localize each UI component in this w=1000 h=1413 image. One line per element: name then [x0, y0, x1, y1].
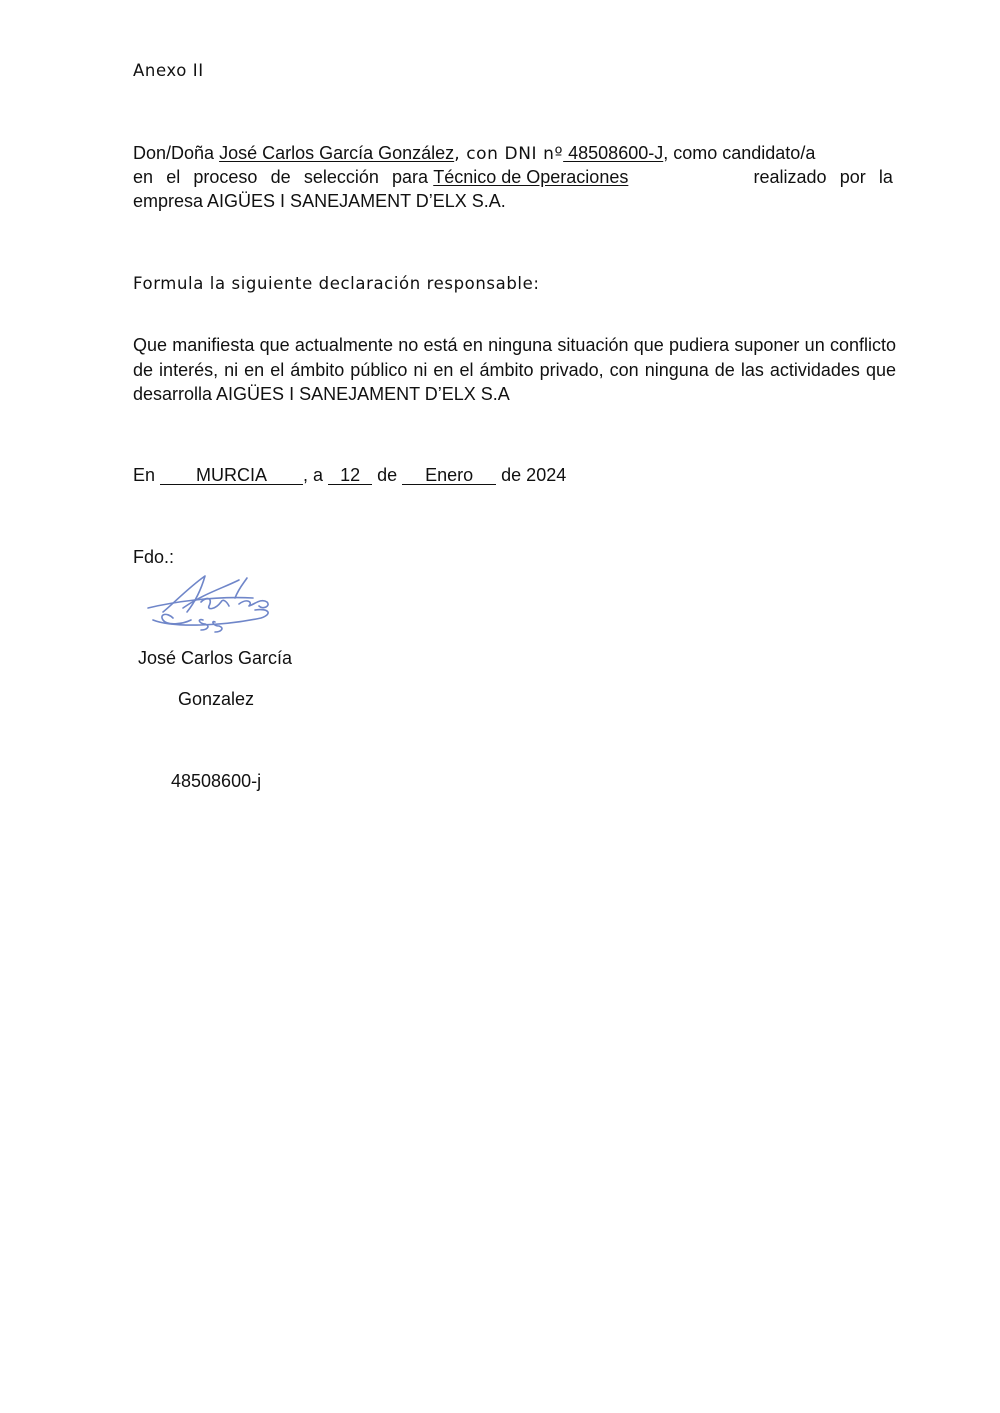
- process-word: la: [878, 167, 893, 187]
- declarant-line-2: [133, 167, 893, 188]
- position-name: Técnico de Operaciones: [433, 167, 629, 187]
- declarant-line-1: [133, 143, 815, 164]
- date-month: Enero: [402, 466, 496, 485]
- process-word: por: [839, 167, 866, 187]
- place-a: , a: [303, 465, 324, 485]
- company-line: empresa AIGÜES I SANEJAMENT D’ELX S.A.: [133, 191, 506, 211]
- date-year: de 2024: [501, 465, 567, 485]
- dni-label: , con DNI nº: [454, 144, 564, 164]
- handwritten-signature: [143, 568, 278, 636]
- declarant-prefix: Don/Doña: [133, 143, 215, 163]
- process-word: realizado: [753, 167, 827, 187]
- signer-name-line-1: José Carlos García: [138, 648, 293, 668]
- date-day: 12: [328, 466, 372, 485]
- signature-label: Fdo.:: [133, 547, 175, 567]
- signature-strokes: [148, 576, 268, 632]
- candidate-label: , como candidato/a: [663, 143, 816, 163]
- place-en: En: [133, 465, 156, 485]
- process-word: en: [133, 167, 154, 187]
- signer-name-line-2: Gonzalez: [178, 689, 255, 709]
- declaration-intro: Formula la siguiente declaración responsable:: [133, 274, 540, 293]
- declarant-dni: 48508600-J: [563, 143, 664, 163]
- process-word: proceso: [193, 167, 258, 187]
- declaration-statement: Que manifiesta que actualmente no está en ninguna situación que pudiera suponer un conflicto de interés, ni en el ámbito público ni en el ámbito privado, con ninguna de las actividades que desarrolla AIGÜES I SANEJAMENT D’ELX S.A: [133, 335, 896, 404]
- place-date-line: [133, 465, 566, 486]
- process-word: selección: [303, 167, 379, 187]
- document-title: Anexo II: [133, 61, 204, 80]
- signer-dni: 48508600-j: [171, 771, 262, 791]
- place-city: MURCIA: [160, 466, 303, 485]
- process-word: el: [166, 167, 181, 187]
- declarant-name: José Carlos García González: [219, 143, 455, 163]
- date-de: de: [377, 465, 398, 485]
- process-word: para: [392, 167, 429, 187]
- process-word: de: [270, 167, 291, 187]
